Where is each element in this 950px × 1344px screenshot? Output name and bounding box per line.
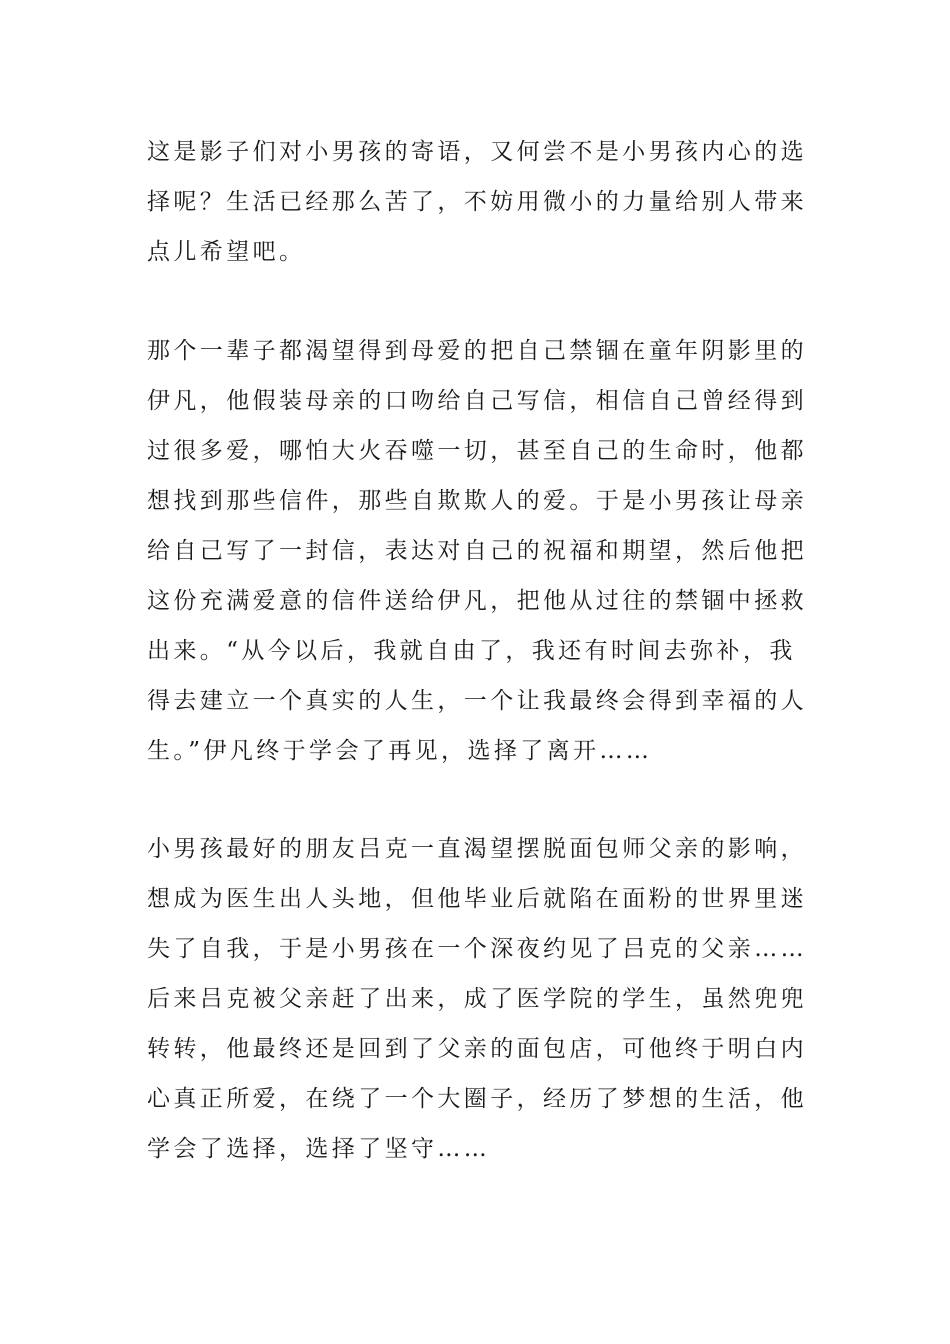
paragraph-line: 学会了选择，选择了坚守…… [147, 1136, 491, 1162]
paragraph-line: 点儿希望吧。 [147, 239, 306, 265]
paragraph-line: 过很多爱，哪怕大火吞噬一切，甚至自己的生命时，他都 [147, 438, 807, 464]
paragraph-line: 生。”伊凡终于学会了再见，选择了离开…… [147, 738, 653, 764]
paragraph-line: 想找到那些信件，那些自欺欺人的爱。于是小男孩让母亲 [147, 488, 807, 514]
paragraph-line: 那个一辈子都渴望得到母爱的把自己禁锢在童年阴影里的 [147, 338, 807, 364]
paragraph-line: 给自己写了一封信，表达对自己的祝福和期望，然后他把 [147, 538, 807, 564]
paragraph-line: 这是影子们对小男孩的寄语，又何尝不是小男孩内心的选 [147, 139, 807, 165]
paragraph-line: 伊凡，他假装母亲的口吻给自己写信，相信自己曾经得到 [147, 388, 807, 414]
paragraph-2 [147, 326, 827, 776]
paragraph-line: 择呢？生活已经那么苦了，不妨用微小的力量给别人带来 [147, 189, 807, 215]
paragraph-line: 想成为医生出人头地，但他毕业后就陷在面粉的世界里迷 [147, 886, 807, 912]
paragraph-line: 这份充满爱意的信件送给伊凡，把他从过往的禁锢中拯救 [147, 588, 807, 614]
paragraph-line: 小男孩最好的朋友吕克一直渴望摆脱面包师父亲的影响， [147, 836, 807, 862]
paragraph-line: 失了自我，于是小男孩在一个深夜约见了吕克的父亲…… [147, 936, 807, 962]
paragraph-1 [147, 127, 827, 277]
paragraph-3 [147, 824, 827, 1174]
paragraph-line: 转转，他最终还是回到了父亲的面包店，可他终于明白内 [147, 1036, 807, 1062]
paragraph-line: 后来吕克被父亲赶了出来，成了医学院的学生，虽然兜兜 [147, 986, 807, 1012]
paragraph-line: 出来。“从今以后，我就自由了，我还有时间去弥补，我 [147, 638, 796, 664]
paragraph-line: 心真正所爱，在绕了一个大圈子，经历了梦想的生活，他 [147, 1086, 807, 1112]
paragraph-line: 得去建立一个真实的人生，一个让我最终会得到幸福的人 [147, 688, 807, 714]
